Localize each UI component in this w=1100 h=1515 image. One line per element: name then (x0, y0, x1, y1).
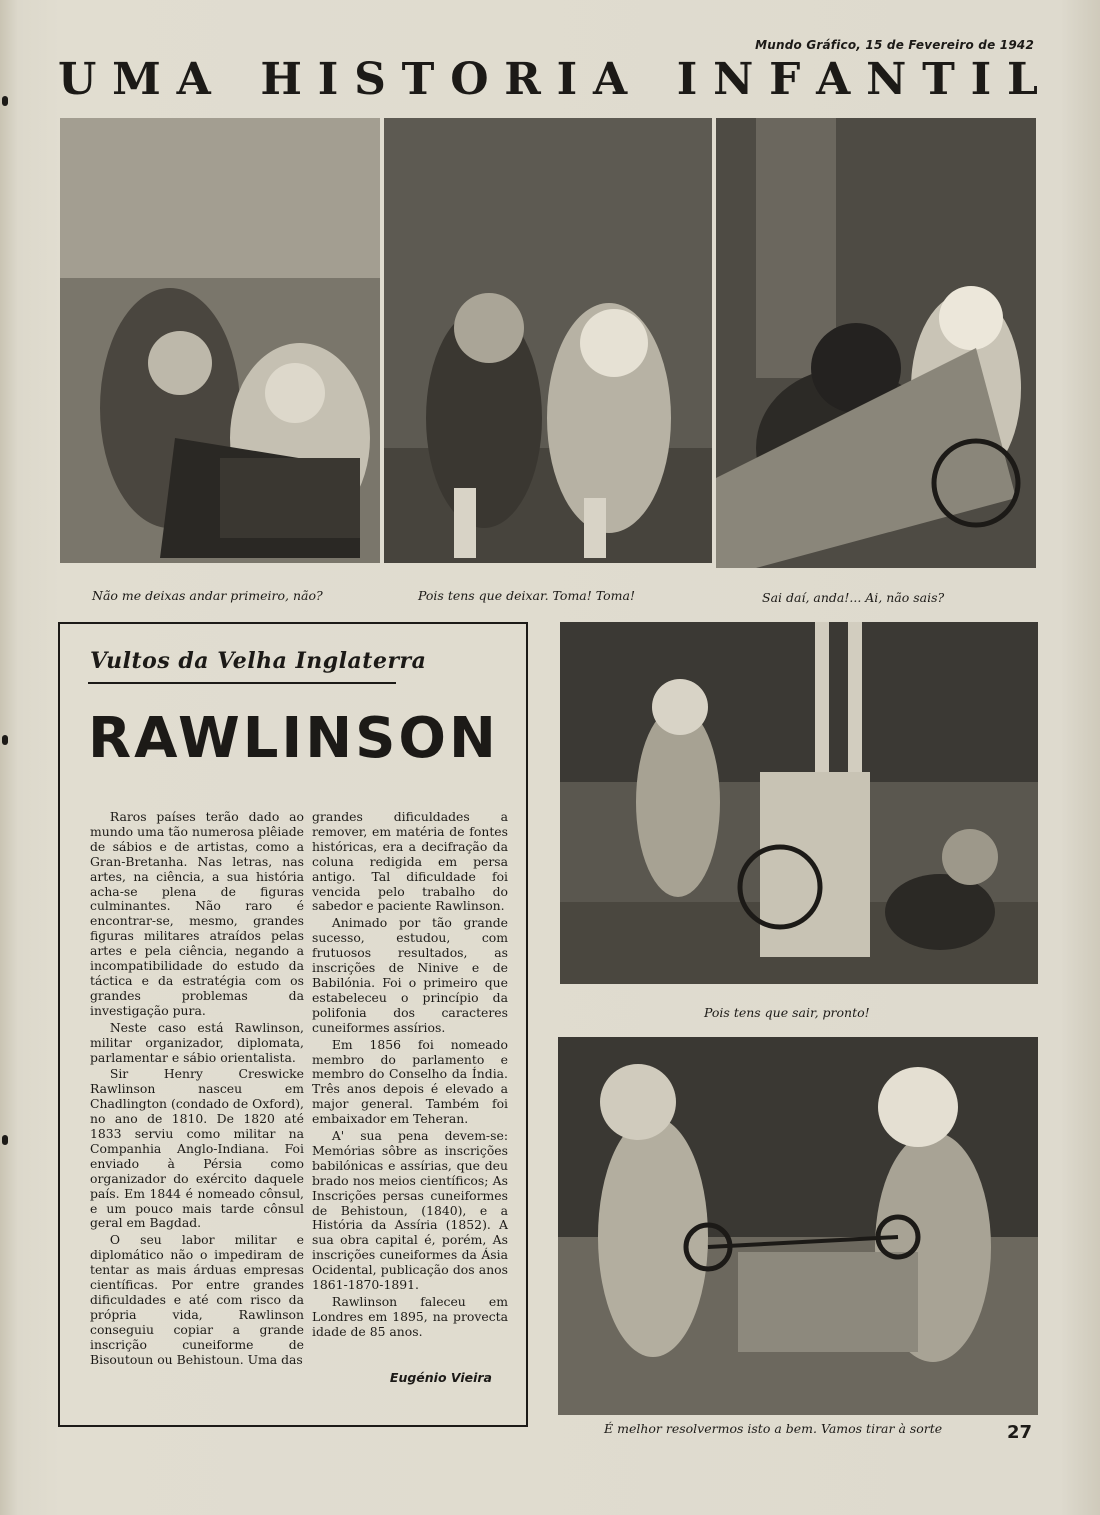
article-title: RAWLINSON (88, 706, 499, 771)
masthead: Mundo Gráfico, 15 de Fevereiro de 1942 (755, 38, 1034, 52)
article-paragraph: Neste caso está Rawlinson, militar organizador, diplomata, parlamentar e sábio orientalista. (90, 1019, 304, 1065)
article-paragraph: Em 1856 foi nomeado membro do parlamento e membro do Conselho da Índia. Três anos depois é elevado a major general. Também foi embaixador em Teheran. (312, 1036, 508, 1127)
title-letter: M (112, 54, 161, 105)
article-box (58, 622, 528, 1427)
article-paragraph: Rawlinson faleceu em Londres em 1895, na provecta idade de 85 anos. (312, 1294, 508, 1339)
title-word-gap (643, 52, 661, 108)
article-paragraph: grandes dificuldades a remover, em matéria de fontes históricas, era a decifração da coluna redigida em persa antigo. Tal dificuldade foi vencida pelo trabalho do sabedor e paciente Rawlinson. (312, 809, 508, 914)
binding-mark (2, 735, 8, 745)
photo-caption: Pois tens que sair, pronto! (704, 1005, 870, 1020)
title-letter: H (260, 54, 302, 105)
title-letter: I (317, 54, 339, 105)
photo-caption: Sai daí, anda!... Ai, não sais? (762, 590, 945, 605)
title-letter: T (401, 54, 435, 105)
series-underline (88, 682, 396, 684)
article-paragraph: A' sua pena devem-se: Memórias sôbre as inscrições babilónicas e assírias, que deu brado nos meios científicos; As Inscrições persas cuneiformes de Behistoun, (1840), e a História da Assíria (1852). A sua obra capital é, porém, As inscrições cuneiformes da Ásia Ocidental, publicação dos anos 1861-1870-1891. (312, 1128, 508, 1293)
title-letter: L (1006, 54, 1038, 105)
photo-caption: Não me deixas andar primeiro, não? (92, 588, 323, 603)
title-letter: I (556, 54, 578, 105)
title-letter: A (176, 54, 211, 105)
title-letter: T (922, 54, 955, 105)
article-paragraph: O seu labor militar e diplomático não o impediram de tentar as mais árduas empresas científicas. Por entre grandes dificuldades e até com risco da própria vida, Rawlinson conseguiu copiar a grande inscrição cuneiforme de Bisoutoun ou Behistoun. Uma das (90, 1232, 304, 1367)
title-letter: I (970, 54, 992, 105)
title-letter: I (676, 54, 698, 105)
photo-children-cart (716, 118, 1036, 568)
title-letter: F (769, 54, 801, 105)
title-word-gap (227, 52, 245, 108)
article-paragraph: Sir Henry Creswicke Rawlinson nasceu em Chadlington (condado de Oxford), no ano de 1810. De 1820 até 1833 serviu como militar na Companhia Anglo-Indiana. Foi enviado à Pérsia como organizador do exército daquele país. Em 1844 é nomeado cônsul, e um pouco mais tarde cônsul geral em Bagdad. (90, 1066, 304, 1231)
title-letter: S (354, 54, 386, 105)
article-column-right (312, 810, 508, 1342)
title-letter: R (504, 54, 541, 105)
title-letter: U (58, 54, 97, 105)
title-letter: A (593, 54, 628, 105)
binding-mark (2, 96, 8, 106)
page-title (58, 52, 1038, 108)
page-number: 27 (1006, 1422, 1032, 1443)
photo-caption: Pois tens que deixar. Toma! Toma! (418, 588, 635, 603)
series-title: Vultos da Velha Inglaterra (90, 648, 427, 674)
photo-children-sandbox (60, 118, 380, 563)
article-column-left (90, 810, 304, 1370)
photo-caption: É melhor resolvermos isto a bem. Vamos tirar à sorte (604, 1421, 943, 1436)
title-letter: A (816, 54, 851, 105)
photo-cart-upright (560, 622, 1038, 984)
title-letter: O (450, 54, 489, 105)
binding-mark (2, 1135, 8, 1145)
article-paragraph: Animado por tão grande sucesso, estudou, com frutuosos resultados, as inscrições de Ninive e de Babilónia. Foi o primeiro que estabeleceu o princípio da polifonia dos caracteres cuneiformes assírios. (312, 915, 508, 1035)
title-letter: N (713, 54, 754, 105)
article-paragraph: Raros países terão dado ao mundo uma tão numerosa plêiade de sábios e de artistas, como a Gran-Bretanha. Nas letras, nas artes, na ciência, a sua história acha-se plena de figuras culminantes. Não raro é encontrar-se, mesmo, grandes figuras militares atraídos pelas artes e pela ciência, negando a incompatibilidade do estudo da táctica e da estratégia com os grandes problemas da investigação pura. (90, 809, 304, 1018)
photo-cart-wheel (558, 1037, 1038, 1415)
article-byline: Eugénio Vieira (389, 1370, 492, 1385)
photo-children-pushing (384, 118, 712, 563)
title-letter: N (866, 54, 907, 105)
